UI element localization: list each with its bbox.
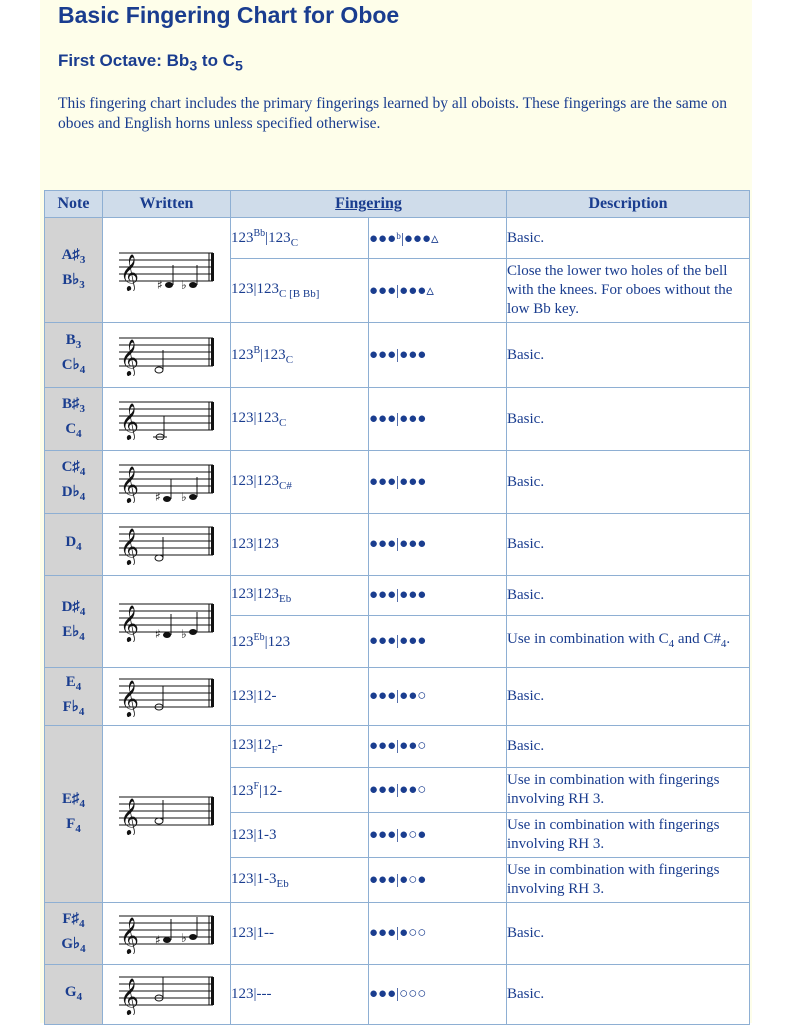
svg-text:𝄞: 𝄞 bbox=[119, 337, 139, 376]
fingering-code: $123|123_{C [B Bb]}$ bbox=[231, 259, 369, 323]
table-row bbox=[45, 576, 750, 616]
staff-notation-icon bbox=[117, 908, 217, 954]
fingering-diagram: ●●●|●●○ bbox=[369, 668, 507, 726]
fingering-diagram: ●●●|●○● bbox=[369, 813, 507, 858]
fingering-code: $123^F|12-$ bbox=[231, 768, 369, 813]
fingering-code: $123^B|123_C$ bbox=[231, 323, 369, 388]
fingering-code: $123^{Bb}|123_C$ bbox=[231, 218, 369, 259]
fingering-code: $123|1-3_{Eb}$ bbox=[231, 858, 369, 903]
svg-text:𝄞: 𝄞 bbox=[119, 604, 139, 642]
staff-notation-icon bbox=[117, 245, 217, 291]
fingering-diagram: ●●●|●●● bbox=[369, 323, 507, 388]
svg-text:♯: ♯ bbox=[156, 277, 163, 291]
table-header-row bbox=[45, 191, 750, 218]
note-cell: $G_4$ bbox=[45, 965, 103, 1025]
description: Basic. bbox=[507, 218, 750, 259]
staff-image bbox=[103, 668, 231, 726]
description: Basic. bbox=[507, 514, 750, 576]
fingering-code: $123^{Eb}|123$ bbox=[231, 616, 369, 668]
fingering-code: 123|1-- bbox=[231, 903, 369, 965]
fingering-diagram: ●●●|●○○ bbox=[369, 903, 507, 965]
table-row bbox=[45, 668, 750, 726]
note-cell: $D_4$ bbox=[45, 514, 103, 576]
table-row bbox=[45, 451, 750, 514]
staff-image bbox=[103, 576, 231, 668]
svg-text:𝄞: 𝄞 bbox=[119, 916, 139, 954]
column-header-note: Note bbox=[45, 191, 103, 218]
note-cell: $C♯_4$ $D♭_4$ bbox=[45, 451, 103, 514]
table-row bbox=[45, 323, 750, 388]
description: Basic. bbox=[507, 726, 750, 768]
description: Close the lower two holes of the bell with the knees. For oboes without the low Bb key. bbox=[507, 259, 750, 323]
fingering-diagram: ●●●ᵇ|●●●▵ bbox=[369, 218, 507, 259]
svg-text:♭: ♭ bbox=[180, 489, 187, 503]
fingering-diagram: ●●●|●●● bbox=[369, 451, 507, 514]
description: Use in combination with fingerings involving RH 3. bbox=[507, 813, 750, 858]
page-title: Basic Fingering Chart for Oboe bbox=[58, 2, 400, 28]
staff-notation-icon bbox=[117, 789, 217, 835]
svg-text:𝄞: 𝄞 bbox=[119, 401, 139, 440]
staff-image bbox=[103, 323, 231, 388]
svg-text:𝄞: 𝄞 bbox=[119, 679, 139, 717]
description: Basic. bbox=[507, 323, 750, 388]
table-row bbox=[45, 218, 750, 259]
fingering-table bbox=[44, 190, 750, 1025]
svg-text:𝄞: 𝄞 bbox=[119, 977, 139, 1015]
intro-paragraph: This fingering chart includes the primary fingerings learned by all oboists. These fingerings are the same on oboes and English horns unless specified otherwise. bbox=[58, 95, 728, 133]
note-cell: $B_3$ $C♭_4$ bbox=[45, 323, 103, 388]
staff-notation-icon bbox=[117, 671, 217, 717]
note-cell: $A♯_3$ $B♭_3$ bbox=[45, 218, 103, 323]
column-header-fingering[interactable]: Fingering bbox=[231, 191, 507, 218]
staff-image bbox=[103, 388, 231, 451]
staff-notation-icon bbox=[117, 457, 217, 503]
section-subtitle: First Octave: $Bb_3$ to $C_5$ bbox=[58, 51, 243, 75]
svg-text:♭: ♭ bbox=[180, 627, 187, 641]
staff-image bbox=[103, 451, 231, 514]
note-cell: $B♯_3$ $C_4$ bbox=[45, 388, 103, 451]
fingering-diagram: ●●●|●●○ bbox=[369, 768, 507, 813]
svg-text:♯: ♯ bbox=[154, 627, 161, 641]
staff-image bbox=[103, 514, 231, 576]
fingering-code: 123|--- bbox=[231, 965, 369, 1025]
svg-text:𝄞: 𝄞 bbox=[119, 252, 139, 291]
table-row bbox=[45, 726, 750, 768]
fingering-code: 123|123 bbox=[231, 514, 369, 576]
staff-image bbox=[103, 726, 231, 903]
description: Use in combination with fingerings involving RH 3. bbox=[507, 768, 750, 813]
staff-notation-icon bbox=[117, 969, 217, 1015]
fingering-diagram: ●●●|●●○ bbox=[369, 726, 507, 768]
fingering-diagram: ●●●|●○● bbox=[369, 858, 507, 903]
staff-image bbox=[103, 903, 231, 965]
svg-text:𝄞: 𝄞 bbox=[119, 527, 139, 565]
staff-notation-icon bbox=[117, 596, 217, 642]
note-cell: $E_4$ $F♭_4$ bbox=[45, 668, 103, 726]
description: Basic. bbox=[507, 388, 750, 451]
staff-notation-icon bbox=[117, 519, 217, 565]
fingering-code: 123|12- bbox=[231, 668, 369, 726]
fingering-diagram: ●●●|●●● bbox=[369, 388, 507, 451]
svg-text:♭: ♭ bbox=[180, 931, 187, 945]
staff-notation-icon bbox=[117, 394, 217, 440]
svg-text:♯: ♯ bbox=[154, 489, 161, 503]
description: Use in combination with $C_4$ and $C\#_4$. bbox=[507, 616, 750, 668]
description: Basic. bbox=[507, 451, 750, 514]
table-row bbox=[45, 965, 750, 1025]
fingering-diagram: ●●●|●●● bbox=[369, 514, 507, 576]
fingering-code: $123|12_F-$ bbox=[231, 726, 369, 768]
fingering-diagram: ●●●|●●●▵ bbox=[369, 259, 507, 323]
description: Basic. bbox=[507, 965, 750, 1025]
column-header-written: Written bbox=[103, 191, 231, 218]
svg-text:𝄞: 𝄞 bbox=[119, 796, 139, 835]
header bbox=[58, 0, 738, 134]
fingering-diagram: ●●●|●●● bbox=[369, 576, 507, 616]
description: Basic. bbox=[507, 903, 750, 965]
fingering-diagram: ●●●|○○○ bbox=[369, 965, 507, 1025]
table-row bbox=[45, 388, 750, 451]
note-cell: $D♯_4$ $E♭_4$ bbox=[45, 576, 103, 668]
fingering-code: $123|123_C$ bbox=[231, 388, 369, 451]
fingering-code: $123|123_{Eb}$ bbox=[231, 576, 369, 616]
note-cell: $E♯_4$ $F_4$ bbox=[45, 726, 103, 903]
svg-text:𝄞: 𝄞 bbox=[119, 464, 139, 503]
description: Use in combination with fingerings involving RH 3. bbox=[507, 858, 750, 903]
description: Basic. bbox=[507, 576, 750, 616]
table-row bbox=[45, 514, 750, 576]
staff-image bbox=[103, 965, 231, 1025]
fingering-diagram: ●●●|●●● bbox=[369, 616, 507, 668]
note-cell: $F♯_4$ $G♭_4$ bbox=[45, 903, 103, 965]
fingering-code: $123|123_{C\#}$ bbox=[231, 451, 369, 514]
svg-text:♭: ♭ bbox=[180, 277, 187, 291]
fingering-code: 123|1-3 bbox=[231, 813, 369, 858]
table-row bbox=[45, 903, 750, 965]
column-header-description: Description bbox=[507, 191, 750, 218]
svg-text:♯: ♯ bbox=[154, 933, 161, 947]
description: Basic. bbox=[507, 668, 750, 726]
staff-notation-icon bbox=[117, 330, 217, 376]
staff-image bbox=[103, 218, 231, 323]
